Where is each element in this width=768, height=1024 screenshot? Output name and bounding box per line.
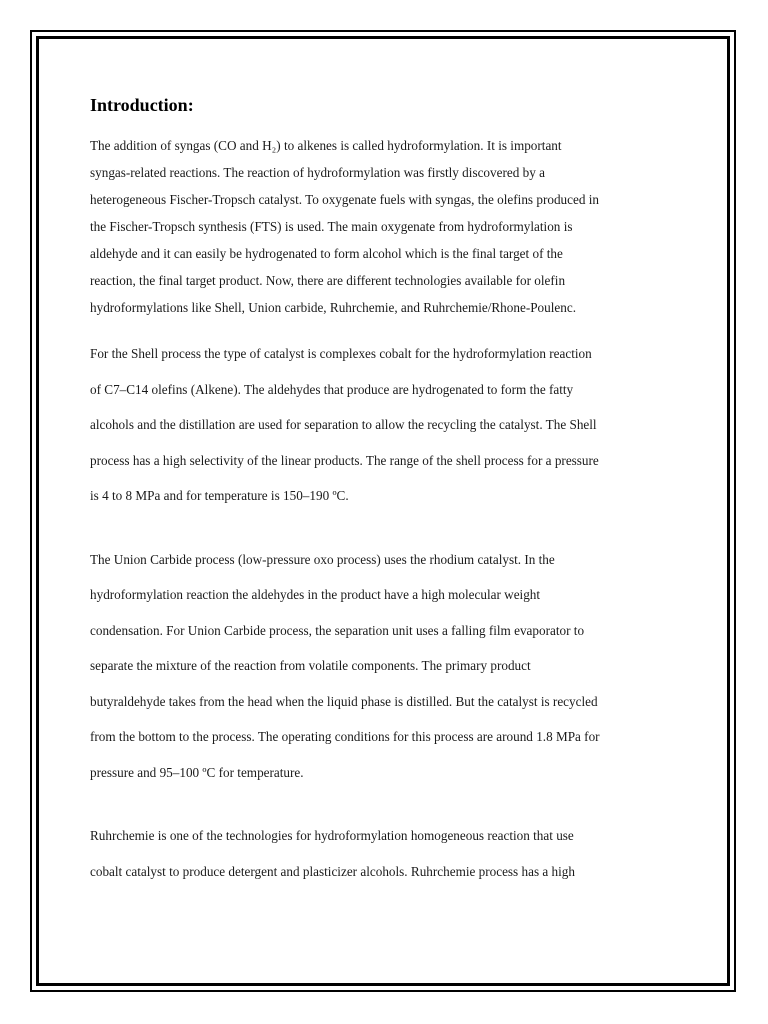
text-line: butyraldehyde takes from the head when the liquid phase is distilled. But the catalyst is recycled (90, 693, 598, 709)
text-line: separate the mixture of the reaction from volatile components. The primary product (90, 658, 531, 673)
text-line: hydroformylation reaction the aldehydes in the product have a high molecular weight (90, 587, 541, 602)
paragraph-hydroformylation-intro (90, 132, 690, 321)
section-heading: Introduction: (90, 95, 194, 115)
text-line: alcohols and the distillation are used for separation to allow the recycling the catalyst. The Shell (90, 417, 597, 432)
text-line: heterogeneous Fischer-Tropsch catalyst. To oxygenate fuels with syngas, the olefins produced in (90, 192, 599, 207)
text-line: is 4 to 8 MPa and for temperature is 150–190 ºC. (90, 488, 349, 503)
text-line: from the bottom to the process. The operating conditions for this process are around 1.8 MPa for (90, 729, 600, 744)
paragraph-union-carbide-process (90, 542, 690, 791)
text-line: The addition of syngas (CO and H₂) to alkenes is called hydroformylation. It is important (90, 138, 562, 153)
text-line: Ruhrchemie is one of the technologies for hydroformylation homogeneous reaction that use (90, 828, 574, 843)
document-body (90, 92, 690, 889)
paragraph-ruhrchemie-process (90, 818, 690, 889)
text-line: For the Shell process the type of catalyst is complexes cobalt for the hydroformylation reaction (90, 346, 592, 361)
text-line: the Fischer-Tropsch synthesis (FTS) is used. The main oxygenate from hydroformylation is (90, 219, 573, 234)
text-line: pressure and 95–100 ºC for temperature. (90, 764, 304, 780)
paragraph-shell-process (90, 336, 690, 514)
text-line: of C7–C14 olefins (Alkene). The aldehydes that produce are hydrogenated to form the fatty (90, 381, 574, 397)
text-line: syngas-related reactions. The reaction of hydroformylation was firstly discovered by a (90, 165, 545, 180)
text-line: cobalt catalyst to produce detergent and plasticizer alcohols. Ruhrchemie process has a high (90, 863, 575, 879)
text-line: reaction, the final target product. Now, there are different technologies available for olefin (90, 273, 566, 288)
text-line: condensation. For Union Carbide process, the separation unit uses a falling film evaporator to (90, 622, 585, 638)
text-line: process has a high selectivity of the linear products. The range of the shell process for a pressure (90, 452, 599, 468)
text-line: The Union Carbide process (low-pressure oxo process) uses the rhodium catalyst. In the (90, 551, 555, 567)
text-line: hydroformylations like Shell, Union carbide, Ruhrchemie, and Ruhrchemie/Rhone-Poulenc. (90, 300, 576, 315)
text-line: aldehyde and it can easily be hydrogenated to form alcohol which is the final target of the (90, 246, 563, 261)
